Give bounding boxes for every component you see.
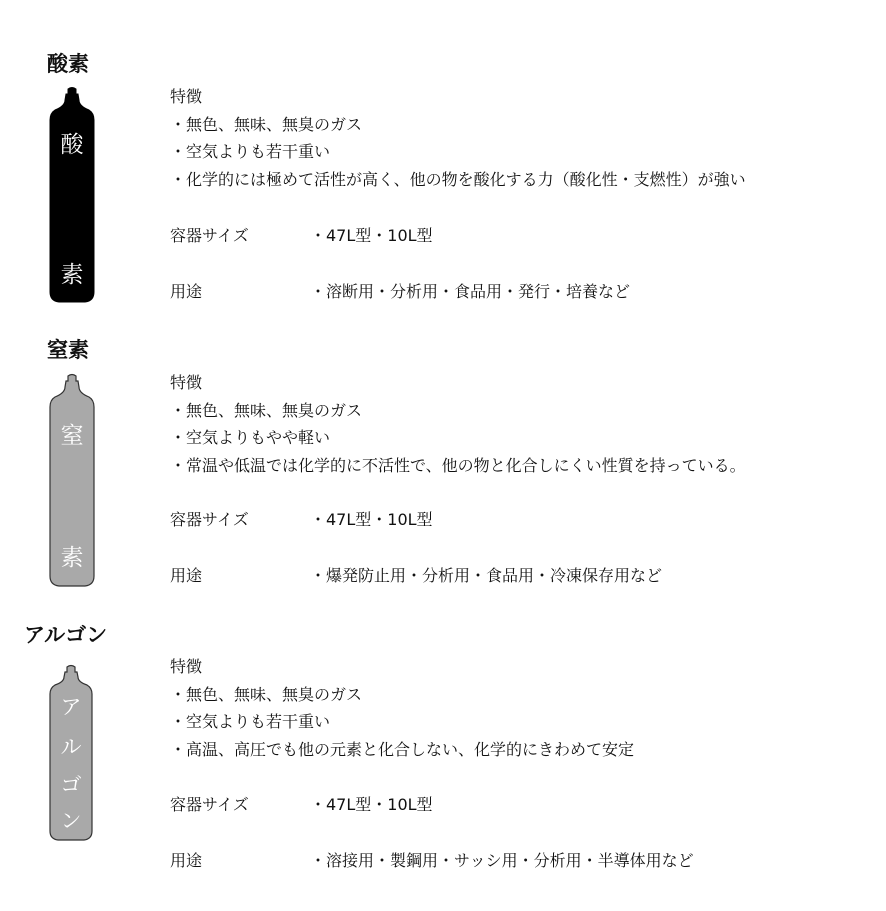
usage-value: ・溶断用・分析用・食品用・発行・培養など bbox=[310, 282, 631, 301]
container-size-label: 容器サイズ bbox=[170, 795, 249, 814]
gas-cylinder-icon bbox=[49, 664, 93, 841]
container-size-label: 容器サイズ bbox=[170, 226, 249, 245]
cylinder-char: ン bbox=[60, 809, 82, 833]
cylinder-char: ア bbox=[60, 695, 82, 719]
features-heading: 特徴 bbox=[170, 87, 203, 106]
cylinder-char: 素 bbox=[60, 545, 84, 571]
feature-item: ・無色、無味、無臭のガス bbox=[170, 400, 363, 420]
feature-item: ・無色、無味、無臭のガス bbox=[170, 684, 363, 704]
cylinder-char: ル bbox=[60, 735, 82, 759]
feature-item: ・空気よりも若干重い bbox=[170, 712, 331, 731]
gas-title: 窒素 bbox=[47, 338, 89, 362]
cylinder-char: 窒 bbox=[60, 423, 84, 449]
features-block bbox=[170, 369, 746, 479]
features-heading: 特徴 bbox=[170, 373, 203, 392]
feature-item: ・空気よりもやや軽い bbox=[170, 428, 331, 447]
usage-label: 用途 bbox=[170, 566, 203, 585]
gas-title: 酸素 bbox=[47, 52, 89, 76]
feature-item: ・高温、高圧でも他の元素と化合しない、化学的にきわめて安定 bbox=[170, 739, 635, 759]
container-size-value: ・47L型・10L型 bbox=[310, 510, 433, 529]
usage-label: 用途 bbox=[170, 851, 203, 870]
usage-value: ・爆発防止用・分析用・食品用・冷凍保存用など bbox=[310, 566, 663, 585]
usage-value: ・溶接用・製鋼用・サッシ用・分析用・半導体用など bbox=[310, 851, 694, 870]
feature-item: ・空気よりも若干重い bbox=[170, 142, 331, 161]
cylinder-char: 酸 bbox=[60, 132, 84, 158]
feature-item: ・常温や低温では化学的に不活性で、他の物と化合しにくい性質を持っている。 bbox=[170, 455, 746, 475]
cylinder-char: 素 bbox=[60, 262, 84, 288]
features-block bbox=[170, 653, 634, 763]
gas-title: アルゴン bbox=[24, 623, 108, 647]
feature-item: ・無色、無味、無臭のガス bbox=[170, 114, 363, 134]
usage-label: 用途 bbox=[170, 282, 203, 301]
container-size-value: ・47L型・10L型 bbox=[310, 226, 433, 245]
container-size-value: ・47L型・10L型 bbox=[310, 795, 433, 814]
cylinder-char: ゴ bbox=[60, 773, 82, 797]
feature-item: ・化学的には極めて活性が高く、他の物を酸化する力（酸化性・支燃性）が強い bbox=[170, 169, 746, 189]
features-heading: 特徴 bbox=[170, 657, 203, 676]
container-size-label: 容器サイズ bbox=[170, 510, 249, 529]
gas-cylinder-icon bbox=[49, 373, 95, 587]
